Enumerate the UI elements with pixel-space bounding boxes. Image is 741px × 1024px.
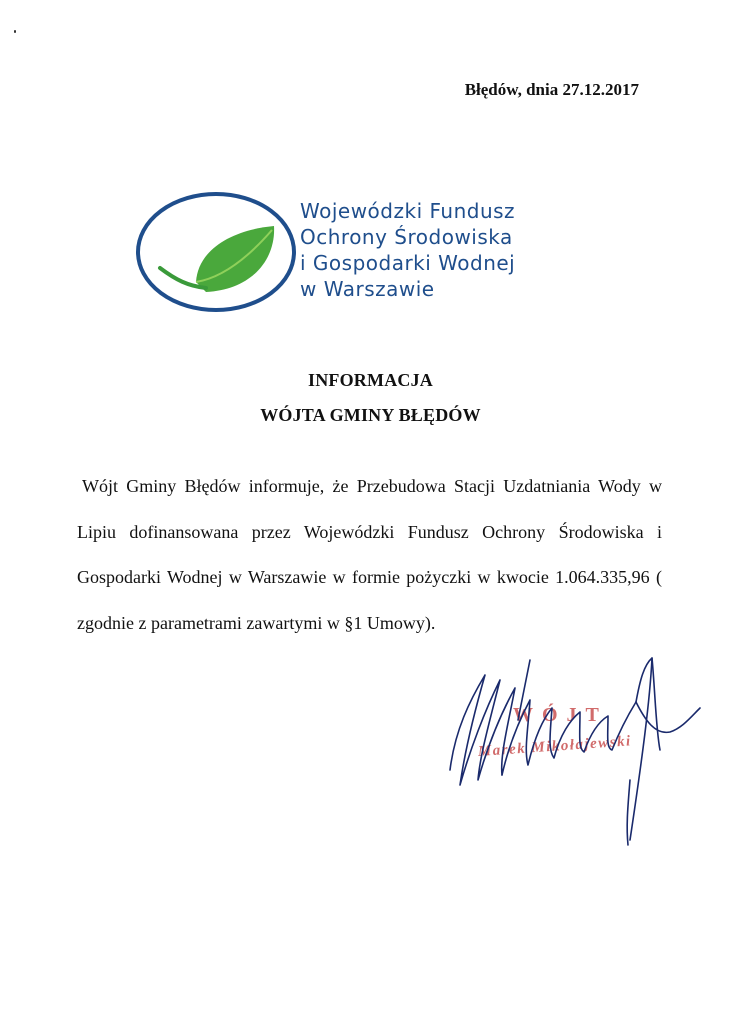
logo-line: Wojewódzki Fundusz [300, 199, 516, 223]
wfosigw-logo [136, 190, 516, 315]
scan-speck [14, 30, 16, 33]
stamp-title: WÓJT [513, 704, 608, 726]
logo-line: i Gospodarki Wodnej [300, 251, 516, 275]
body-paragraph: Wójt Gminy Błędów informuje, że Przebudowa Stacji Uzdatniania Wody w Lipiu dofinansowana przez Wojewódzki Fundusz Ochrony Środowiska i Gospodarki Wodnej w Warszawie w formie pożyczki w kwocie 1.064.335,96 ( zgodnie z parametrami zawartymi w §1 Umowy). [77, 476, 662, 633]
document-subtitle: WÓJTA GMINY BŁĘDÓW [260, 405, 481, 425]
stamp-name: Marek Mikołajewski [477, 733, 633, 760]
handwritten-signature-icon [430, 640, 710, 860]
place-date: Błędów, dnia 27.12.2017 [464, 80, 639, 99]
document-title: INFORMACJA [308, 370, 433, 390]
body-text [77, 464, 662, 646]
logo-line: w Warszawie [300, 277, 435, 301]
leaf-ring-logo-icon [136, 190, 296, 315]
signature-block [430, 640, 710, 860]
logo-line: Ochrony Środowiska [300, 225, 513, 249]
logo-text [300, 198, 515, 302]
